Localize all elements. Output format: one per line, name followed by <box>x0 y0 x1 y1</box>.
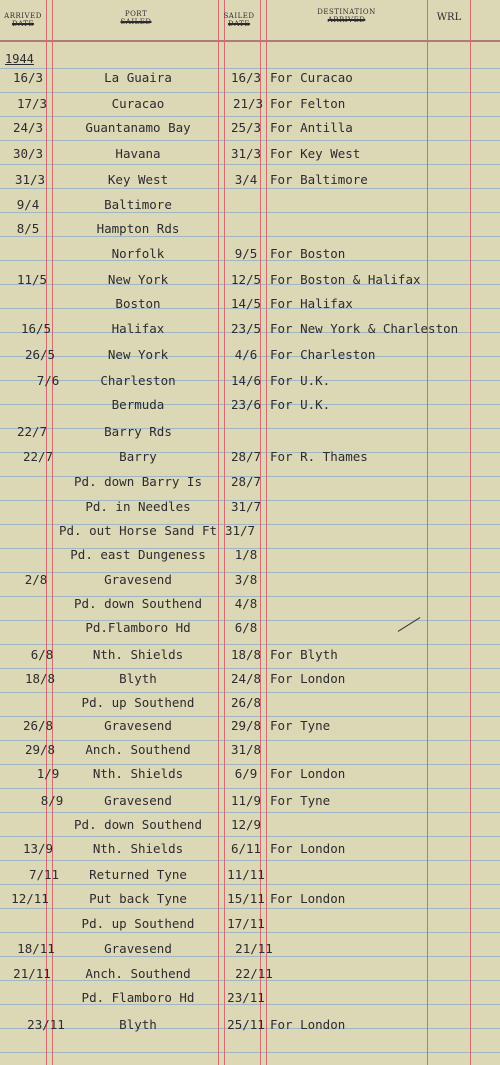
sailed-date: 6/9 <box>234 766 258 781</box>
destination: For Charleston <box>270 347 376 362</box>
ledger-row <box>0 424 500 448</box>
sailed-date: 25/11 <box>227 1017 265 1032</box>
port-name: La Guaira <box>104 70 172 85</box>
port-name: Blyth <box>119 1017 157 1032</box>
sailed-date: 23/6 <box>230 397 262 412</box>
arrived-date: 7/6 <box>36 373 60 388</box>
header-sailed-struck: DATE <box>227 20 251 28</box>
destination: For Tyne <box>270 718 331 733</box>
ledger-row <box>0 695 500 719</box>
sailed-date: 17/11 <box>227 916 265 931</box>
arrived-date: 31/3 <box>14 172 46 187</box>
port-name: Gravesend <box>104 793 172 808</box>
ledger-row <box>0 1017 500 1041</box>
arrived-date: 29/8 <box>24 742 56 757</box>
arrived-date: 2/8 <box>24 572 48 587</box>
arrived-date: 18/8 <box>24 671 56 686</box>
sailed-date: 21/3 <box>232 96 264 111</box>
arrived-date: 21/11 <box>13 966 51 981</box>
arrived-date: 7/11 <box>28 867 60 882</box>
sailed-date: 28/7 <box>230 449 262 464</box>
arrived-date: 22/7 <box>16 424 48 439</box>
ledger-row <box>0 817 500 841</box>
port-name: Pd. east Dungeness <box>70 547 206 562</box>
destination: For London <box>270 1017 346 1032</box>
arrived-date: 6/8 <box>30 647 54 662</box>
ledger-row <box>0 620 500 644</box>
port-name: Gravesend <box>104 941 172 956</box>
header-destination-label: DESTINATION <box>317 8 376 16</box>
ledger-row <box>0 841 500 865</box>
sailed-date: 4/6 <box>234 347 258 362</box>
port-name: Pd. up Southend <box>81 916 195 931</box>
year-heading: 1944 <box>5 52 34 66</box>
port-name: Barry <box>119 449 157 464</box>
destination: For U.K. <box>270 373 331 388</box>
port-name: Pd. Flamboro Hd <box>81 990 195 1005</box>
port-name: Pd.Flamboro Hd <box>85 620 191 635</box>
port-name: Key West <box>107 172 169 187</box>
ledger-row <box>0 766 500 790</box>
port-name: Norfolk <box>111 246 165 261</box>
port-name: Pd. up Southend <box>81 695 195 710</box>
header-destination <box>266 8 427 24</box>
arrived-date: 26/8 <box>22 718 54 733</box>
ledger-row <box>0 347 500 371</box>
arrived-date: 13/9 <box>22 841 54 856</box>
port-name: Halifax <box>111 321 165 336</box>
arrived-date: 8/9 <box>40 793 64 808</box>
port-name: Anch. Southend <box>85 742 191 757</box>
arrived-date: 12/11 <box>11 891 49 906</box>
destination: For Curacao <box>270 70 353 85</box>
ledger-row <box>0 547 500 571</box>
sailed-date: 14/6 <box>230 373 262 388</box>
sailed-date: 31/7 <box>224 523 256 538</box>
port-name: New York <box>107 272 169 287</box>
ledger-row <box>0 647 500 671</box>
sailed-date: 12/5 <box>230 272 262 287</box>
ledger-row <box>0 523 500 547</box>
sailed-date: 28/7 <box>230 474 262 489</box>
sailed-date: 11/9 <box>230 793 262 808</box>
arrived-date: 22/7 <box>22 449 54 464</box>
header-arrived <box>0 12 46 28</box>
arrived-date: 11/5 <box>16 272 48 287</box>
port-name: Baltimore <box>104 197 172 212</box>
sailed-date: 31/7 <box>230 499 262 514</box>
sailed-date: 1/8 <box>234 547 258 562</box>
sailed-date: 3/8 <box>234 572 258 587</box>
ledger-row <box>0 990 500 1014</box>
destination: For Key West <box>270 146 361 161</box>
destination: For Tyne <box>270 793 331 808</box>
port-name: Havana <box>115 146 161 161</box>
port-name: Bermuda <box>111 397 165 412</box>
sailed-date: 29/8 <box>230 718 262 733</box>
ledger-row <box>0 718 500 742</box>
header-destination-struck: ARRIVED <box>327 16 366 24</box>
port-name: Nth. Shields <box>92 766 184 781</box>
ledger-row <box>0 474 500 498</box>
port-name: Guantanamo Bay <box>85 120 191 135</box>
arrived-date: 16/5 <box>20 321 52 336</box>
destination: For Halifax <box>270 296 353 311</box>
ledger-row <box>0 296 500 320</box>
sailed-date: 11/11 <box>227 867 265 882</box>
destination: For Antilla <box>270 120 353 135</box>
ledger-row <box>0 449 500 473</box>
ledger-row <box>0 146 500 170</box>
ledger-row <box>0 891 500 915</box>
arrived-date: 18/11 <box>17 941 55 956</box>
sailed-date: 3/4 <box>234 172 258 187</box>
destination: For London <box>270 891 346 906</box>
ledger-row <box>0 793 500 817</box>
sailed-date: 21/11 <box>235 941 273 956</box>
ledger-row <box>0 572 500 596</box>
ledger-row <box>0 867 500 891</box>
sailed-date: 25/3 <box>230 120 262 135</box>
ledger-row <box>0 373 500 397</box>
port-name: Gravesend <box>104 572 172 587</box>
port-name: Pd. down Southend <box>74 596 202 611</box>
sailed-date: 26/8 <box>230 695 262 710</box>
sailed-date: 9/5 <box>234 246 258 261</box>
sailed-date: 31/3 <box>230 146 262 161</box>
destination: For New York & Charleston <box>270 321 459 336</box>
destination: For Blyth <box>270 647 338 662</box>
ledger-row <box>0 120 500 144</box>
port-name: Pd. down Barry Is <box>74 474 202 489</box>
arrived-date: 24/3 <box>12 120 44 135</box>
ledger-row <box>0 671 500 695</box>
header-sailed <box>218 12 260 28</box>
ledger-row <box>0 246 500 270</box>
header-arrived-label: ARRIVED <box>4 12 42 20</box>
port-name: Nth. Shields <box>92 841 184 856</box>
destination: For Felton <box>270 96 346 111</box>
arrived-date: 23/11 <box>27 1017 65 1032</box>
port-name: Pd. in Needles <box>85 499 191 514</box>
port-name: Nth. Shields <box>92 647 184 662</box>
header-arrived-struck: DATE <box>11 20 35 28</box>
arrived-date: 1/9 <box>36 766 60 781</box>
ledger-row <box>0 941 500 965</box>
port-name: Blyth <box>119 671 157 686</box>
sailed-date: 24/8 <box>230 671 262 686</box>
arrived-date: 8/5 <box>16 221 40 236</box>
port-name: Gravesend <box>104 718 172 733</box>
destination: For London <box>270 671 346 686</box>
header-remarks: WRL <box>436 12 462 23</box>
port-name: Anch. Southend <box>85 966 191 981</box>
port-name: Pd. out Horse Sand Ft <box>58 523 218 538</box>
arrived-date: 26/5 <box>24 347 56 362</box>
arrived-date: 30/3 <box>12 146 44 161</box>
port-name: Hampton Rds <box>96 221 180 236</box>
sailed-date: 23/5 <box>230 321 262 336</box>
arrived-date: 17/3 <box>16 96 48 111</box>
ledger-row <box>0 197 500 221</box>
ledger-row <box>0 221 500 245</box>
sailed-date: 16/3 <box>230 70 262 85</box>
destination: For London <box>270 841 346 856</box>
port-name: New York <box>107 347 169 362</box>
destination: For London <box>270 766 346 781</box>
ledger-row <box>0 272 500 296</box>
destination: For R. Thames <box>270 449 368 464</box>
header-port <box>54 10 218 26</box>
ledger-row <box>0 966 500 990</box>
destination: For Boston <box>270 246 346 261</box>
port-name: Pd. down Southend <box>74 817 202 832</box>
ledger-row <box>0 96 500 120</box>
ledger-row <box>0 742 500 766</box>
header-port-label: PORT <box>124 10 148 18</box>
ledger-row <box>0 499 500 523</box>
ledger-row <box>0 397 500 421</box>
port-name: Charleston <box>100 373 176 388</box>
port-name: Put back Tyne <box>89 891 187 906</box>
ledger-row <box>0 596 500 620</box>
ledger-row <box>0 70 500 94</box>
sailed-date: 4/8 <box>234 596 258 611</box>
destination: For U.K. <box>270 397 331 412</box>
header-sailed-label: SAILED <box>223 12 255 20</box>
sailed-date: 6/11 <box>230 841 262 856</box>
port-name: Returned Tyne <box>89 867 187 882</box>
sailed-date: 12/9 <box>230 817 262 832</box>
arrived-date: 9/4 <box>16 197 40 212</box>
header-port-struck: SAILED <box>120 18 152 26</box>
port-name: Curacao <box>111 96 165 111</box>
sailed-date: 15/11 <box>227 891 265 906</box>
port-name: Barry Rds <box>104 424 172 439</box>
ledger-row <box>0 321 500 345</box>
sailed-date: 18/8 <box>230 647 262 662</box>
sailed-date: 6/8 <box>234 620 258 635</box>
sailed-date: 22/11 <box>235 966 273 981</box>
sailed-date: 14/5 <box>230 296 262 311</box>
sailed-date: 23/11 <box>227 990 265 1005</box>
destination: For Boston & Halifax <box>270 272 421 287</box>
sailed-date: 31/8 <box>230 742 262 757</box>
port-name: Boston <box>115 296 161 311</box>
ledger-row <box>0 172 500 196</box>
ledger-row <box>0 916 500 940</box>
arrived-date: 16/3 <box>12 70 44 85</box>
destination: For Baltimore <box>270 172 368 187</box>
